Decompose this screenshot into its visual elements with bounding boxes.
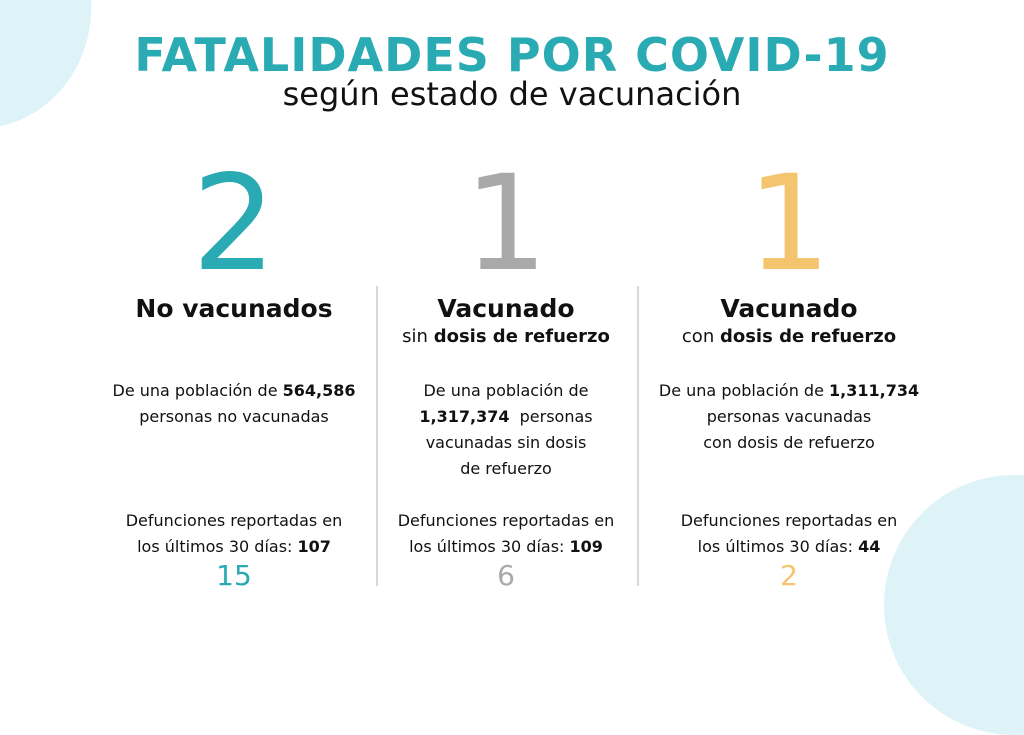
cut-off-number: 2 — [780, 559, 798, 592]
column-vaccinated-no-booster — [356, 0, 656, 592]
population-text: De una población de 564,586 personas no vacunadas — [112, 381, 356, 426]
cut-off-number: 6 — [497, 559, 515, 592]
page-subtitle: según estado de vacunación — [282, 75, 742, 113]
deaths-value: 44 — [858, 537, 881, 556]
deaths-text: Defunciones reportadas en los últimos 30 días: 107 — [125, 511, 343, 556]
population-number: 564,586 — [282, 381, 356, 400]
column-heading: No vacunados — [135, 294, 333, 323]
population-text: De una población de 1,311,734 personas vacunadas con dosis de refuerzo — [658, 381, 920, 452]
cut-off-number: 15 — [216, 559, 252, 592]
page-title: FATALIDADES POR COVID-19 — [134, 28, 890, 82]
population-number: 1,311,734 — [829, 381, 920, 400]
column-subheading: con dosis de refuerzo — [681, 326, 897, 347]
column-heading: Vacunado — [720, 294, 858, 323]
population-number: 1,317,374 — [419, 407, 510, 426]
deaths-value: 109 — [569, 537, 603, 556]
fatalities-count: 1 — [464, 147, 548, 301]
deaths-value: 107 — [297, 537, 331, 556]
fatalities-count: 2 — [192, 147, 276, 301]
fatalities-count: 1 — [747, 147, 831, 301]
column-heading: Vacunado — [437, 294, 575, 323]
column-unvaccinated — [84, 0, 384, 592]
column-vaccinated-booster — [639, 0, 939, 592]
population-text: De una población de 1,317,374 personas vacunadas sin dosis de refuerzo — [419, 381, 593, 478]
deaths-text: Defunciones reportadas en los últimos 30 días: 44 — [680, 511, 898, 556]
column-subheading: sin dosis de refuerzo — [402, 326, 610, 347]
deaths-text: Defunciones reportadas en los últimos 30 días: 109 — [397, 511, 615, 556]
